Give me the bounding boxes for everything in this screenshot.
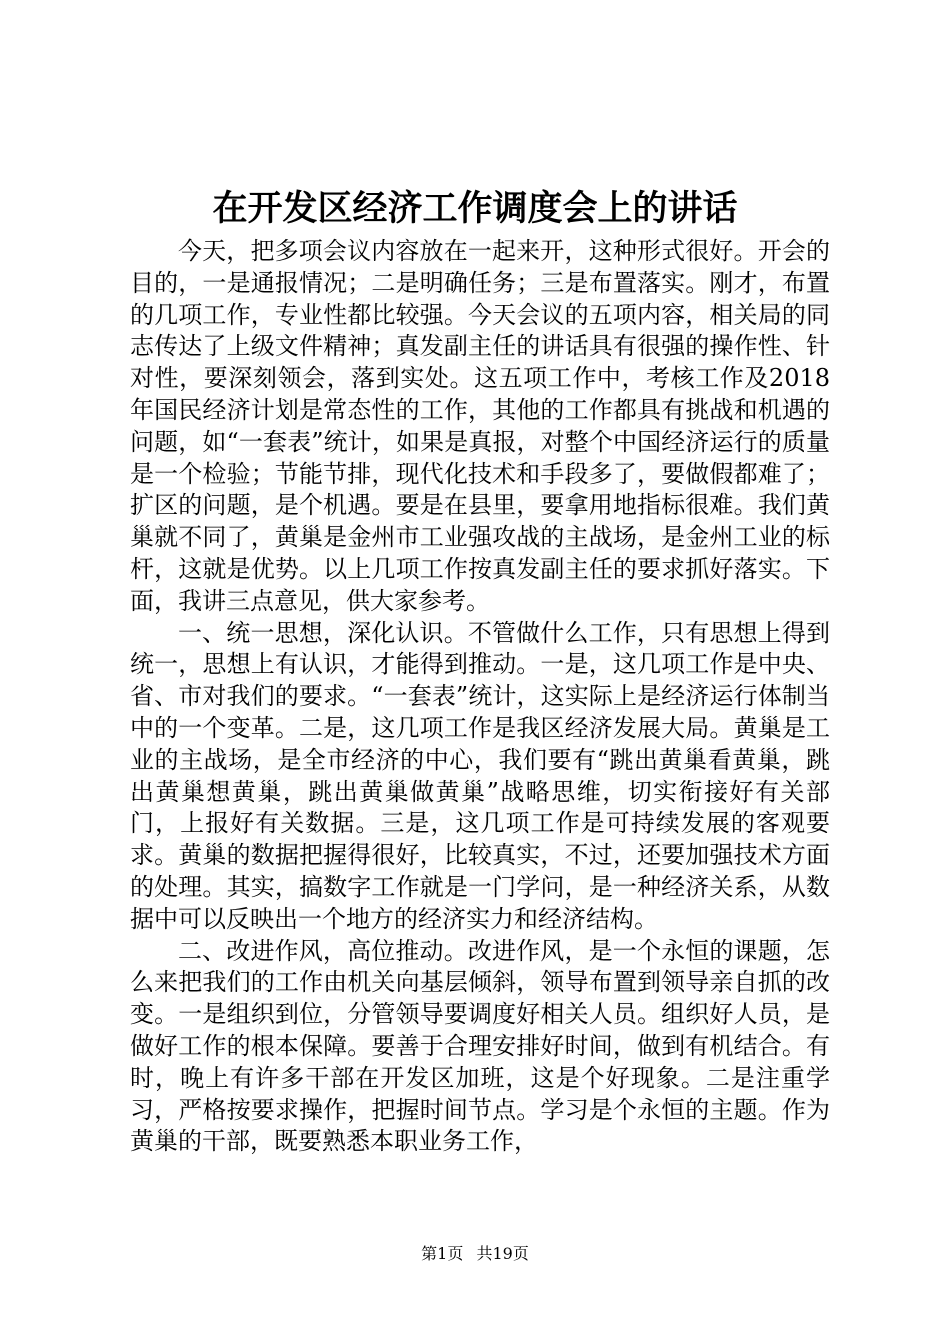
- document-body: [130, 236, 830, 1158]
- paragraph-intro: 今天，把多项会议内容放在一起来开，这种形式很好。开会的目的，一是通报情况；二是明确任务；三是布置落实。刚才，布置的几项工作，专业性都比较强。今天会议的五项内容，相关局的同志传达了上级文件精神；真发副主任的讲话具有很强的操作性、针对性，要深刻领会，落到实处。这五项工作中，考核工作及2018年国民经济计划是常态性的工作，其他的工作都具有挑战和机遇的问题，如“一套表”统计，如果是真报，对整个中国经济运行的质量是一个检验；节能节排，现代化技术和手段多了，要做假都难了；扩区的问题，是个机遇。要是在县里，要拿用地指标很难。我们黄巢就不同了，黄巢是金州市工业强攻战的主战场，是金州工业的标杆，这就是优势。以上几项工作按真发副主任的要求抓好落实。下面，我讲三点意见，供大家参考。: [130, 237, 830, 615]
- page-number: 第1页: [421, 1244, 464, 1263]
- page-footer: [0, 1242, 950, 1266]
- document-title: 在开发区经济工作调度会上的讲话: [212, 188, 738, 229]
- paragraph-section-one: 一、统一思想，深化认识。不管做什么工作，只有思想上得到统一，思想上有认识，才能得到推动。一是，这几项工作是中央、省、市对我们的要求。“一套表”统计，这实际上是经济运行体制当中的一个变革。二是，这几项工作是我区经济发展大局。黄巢是工业的主战场，是全市经济的中心，我们要有“跳出黄巢看黄巢，跳出黄巢想黄巢，跳出黄巢做黄巢”战略思维，切实衔接好有关部门，上报好有关数据。三是，这几项工作是可持续发展的客观要求。黄巢的数据把握得很好，比较真实，不过，还要加强技术方面的处理。其实，搞数字工作就是一门学问，是一种经济关系，从数据中可以反映出一个地方的经济实力和经济结构。: [130, 618, 830, 933]
- paragraph-section-two: 二、改进作风，高位推动。改进作风，是一个永恒的课题，怎么来把我们的工作由机关向基层倾斜，领导布置到领导亲自抓的改变。一是组织到位，分管领导要调度好相关人员。组织好人员，是做好工作的根本保障。要善于合理安排好时间，做到有机结合。有时，晚上有许多干部在开发区加班，这是个好现象。二是注重学习，严格按要求操作，把握时间节点。学习是个永恒的主题。作为黄巢的干部，既要熟悉本职业务工作，: [130, 936, 830, 1156]
- page-total: 共19页: [476, 1244, 529, 1263]
